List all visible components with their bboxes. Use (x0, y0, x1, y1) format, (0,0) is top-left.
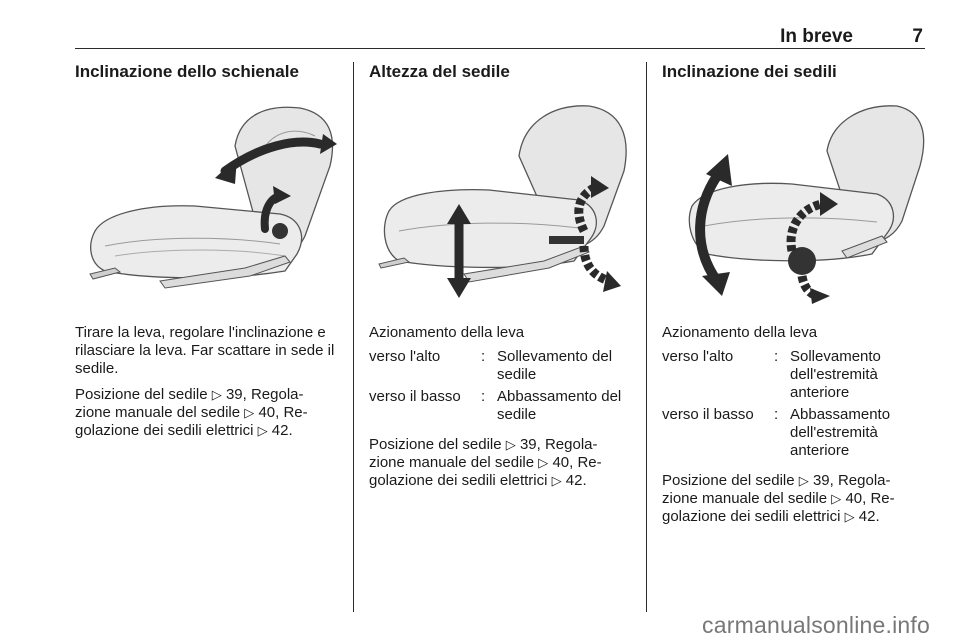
triangle-right-outline-icon: ▷ (505, 437, 516, 452)
action-direction: verso il basso (369, 388, 461, 405)
page-ref[interactable]: 40 (258, 404, 276, 421)
triangle-right-outline-icon: ▷ (831, 491, 842, 506)
action-direction: verso l'alto (662, 348, 734, 365)
section-seat-tilt (662, 62, 926, 526)
section-heading: Altezza del sedile (369, 62, 510, 81)
watermark: carmanualsonline.info (702, 612, 930, 638)
page-ref[interactable]: 39 (519, 436, 537, 453)
column-divider (353, 62, 354, 612)
action-result: Sollevamento dell'estremità anteriore (790, 348, 881, 401)
table-row: verso il basso : Abbassamento del sedile (369, 388, 631, 424)
section-seat-height (369, 62, 631, 490)
seat-height-illustration (369, 96, 631, 306)
action-result: Sollevamento del sedile (497, 348, 613, 383)
triangle-right-outline-icon: ▷ (844, 509, 855, 524)
page-header (75, 22, 925, 49)
column-divider (646, 62, 647, 612)
action-result: Abbassamento del sedile (497, 388, 622, 423)
page-ref[interactable]: 42 (565, 472, 583, 489)
seat-backrest-illustration (75, 96, 343, 306)
page-ref[interactable]: 40 (845, 490, 863, 507)
page-ref[interactable]: 42 (271, 422, 289, 439)
table-row: verso il basso : Abbassamento dell'estremità anteriore (662, 406, 926, 460)
triangle-right-outline-icon: ▷ (798, 473, 809, 488)
action-direction: verso l'alto (369, 348, 441, 365)
table-row: verso l'alto : Sollevamento dell'estremità anteriore (662, 348, 926, 402)
page-ref[interactable]: 39 (225, 386, 243, 403)
triangle-right-outline-icon: ▷ (551, 473, 562, 488)
page-number: 7 (912, 26, 923, 47)
lever-action-table (662, 348, 926, 460)
cross-reference-paragraph: Posizione del sedile ▷ 39, Regola- zione manuale del sedile ▷ 40, Re- golazione dei sedili elettrici ▷ 42. (662, 472, 895, 525)
page-ref[interactable]: 39 (812, 472, 830, 489)
table-row: verso l'alto : Sollevamento del sedile (369, 348, 631, 384)
triangle-right-outline-icon: ▷ (257, 423, 268, 438)
section-heading: Inclinazione dei sedili (662, 62, 837, 81)
triangle-right-outline-icon: ▷ (211, 387, 222, 402)
cross-reference-paragraph: Posizione del sedile ▷ 39, Regola- zione manuale del sedile ▷ 40, Re- golazione dei sedili elettrici ▷ 42. (75, 386, 308, 439)
triangle-right-outline-icon: ▷ (538, 455, 549, 470)
instruction-text: Tirare la leva, regolare l'inclinazione e rilasciare la leva. Far scattare in sede il sedile. (75, 324, 335, 377)
page-ref[interactable]: 42 (858, 508, 876, 525)
section-title: In breve (780, 26, 853, 47)
action-direction: verso il basso (662, 406, 754, 423)
seat-tilt-illustration (662, 96, 926, 306)
cross-reference-paragraph: Posizione del sedile ▷ 39, Regola- zione manuale del sedile ▷ 40, Re- golazione dei sedili elettrici ▷ 42. (369, 436, 602, 489)
action-result: Abbassamento dell'estremità anteriore (790, 406, 891, 459)
subtitle: Azionamento della leva (662, 324, 818, 341)
section-backrest-tilt (75, 62, 343, 440)
page-ref[interactable]: 40 (552, 454, 570, 471)
triangle-right-outline-icon: ▷ (244, 405, 255, 420)
subtitle: Azionamento della leva (369, 324, 525, 341)
section-heading: Inclinazione dello schienale (75, 62, 299, 81)
lever-action-table (369, 348, 631, 424)
